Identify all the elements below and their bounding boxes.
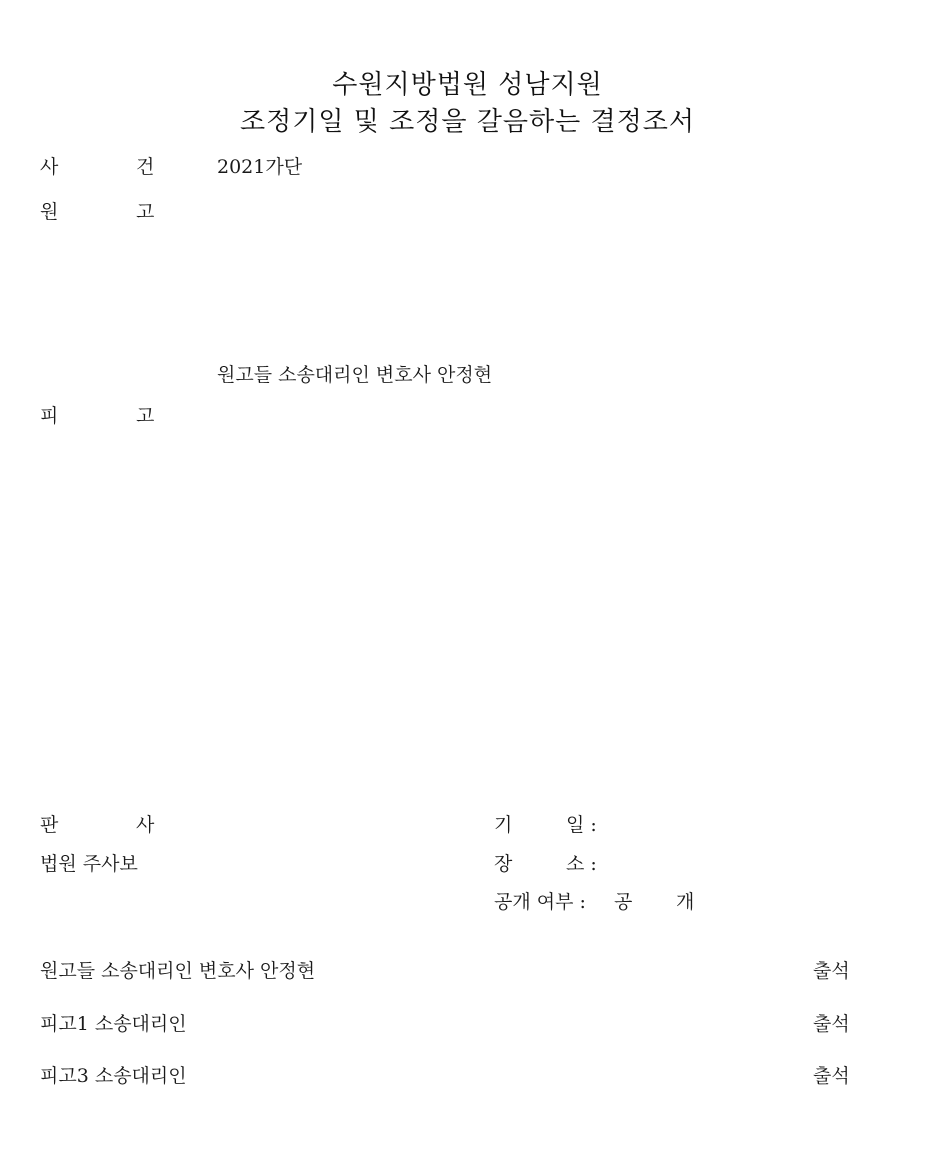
judge-label-first: 판 bbox=[40, 814, 59, 836]
case-label-second: 건 bbox=[136, 156, 155, 178]
attendance-party: 피고1 소송대리인 bbox=[40, 1013, 187, 1035]
attendance-party: 피고3 소송대리인 bbox=[40, 1065, 187, 1087]
public-status-label: 공개 여부 : bbox=[494, 891, 586, 913]
case-number: 2021가단 bbox=[217, 156, 303, 178]
session-place-label-first: 장 bbox=[494, 853, 513, 875]
public-status-value-second: 개 bbox=[676, 891, 695, 913]
document-title: 조정기일 및 조정을 갈음하는 결정조서 bbox=[240, 107, 695, 137]
attendance-party: 원고들 소송대리인 변호사 안정현 bbox=[40, 960, 316, 982]
court-name: 수원지방법원 성남지원 bbox=[332, 70, 603, 100]
attendance-status: 출석 bbox=[813, 960, 850, 982]
defendant-label-first: 피 bbox=[40, 405, 59, 427]
plaintiff-attorney: 원고들 소송대리인 변호사 안정현 bbox=[217, 364, 493, 386]
session-place-label-second: 소 : bbox=[566, 853, 597, 875]
plaintiff-label-second: 고 bbox=[136, 201, 155, 223]
plaintiff-label-first: 원 bbox=[40, 201, 59, 223]
public-status-value-first: 공 bbox=[614, 891, 633, 913]
case-label-first: 사 bbox=[40, 156, 59, 178]
defendant-label-second: 고 bbox=[136, 405, 155, 427]
attendance-status: 출석 bbox=[813, 1013, 850, 1035]
session-date-label-second: 일 : bbox=[566, 814, 597, 836]
clerk-label: 법원 주사보 bbox=[40, 853, 138, 875]
attendance-status: 출석 bbox=[813, 1065, 850, 1087]
session-date-label-first: 기 bbox=[494, 814, 513, 836]
judge-label-second: 사 bbox=[136, 814, 155, 836]
